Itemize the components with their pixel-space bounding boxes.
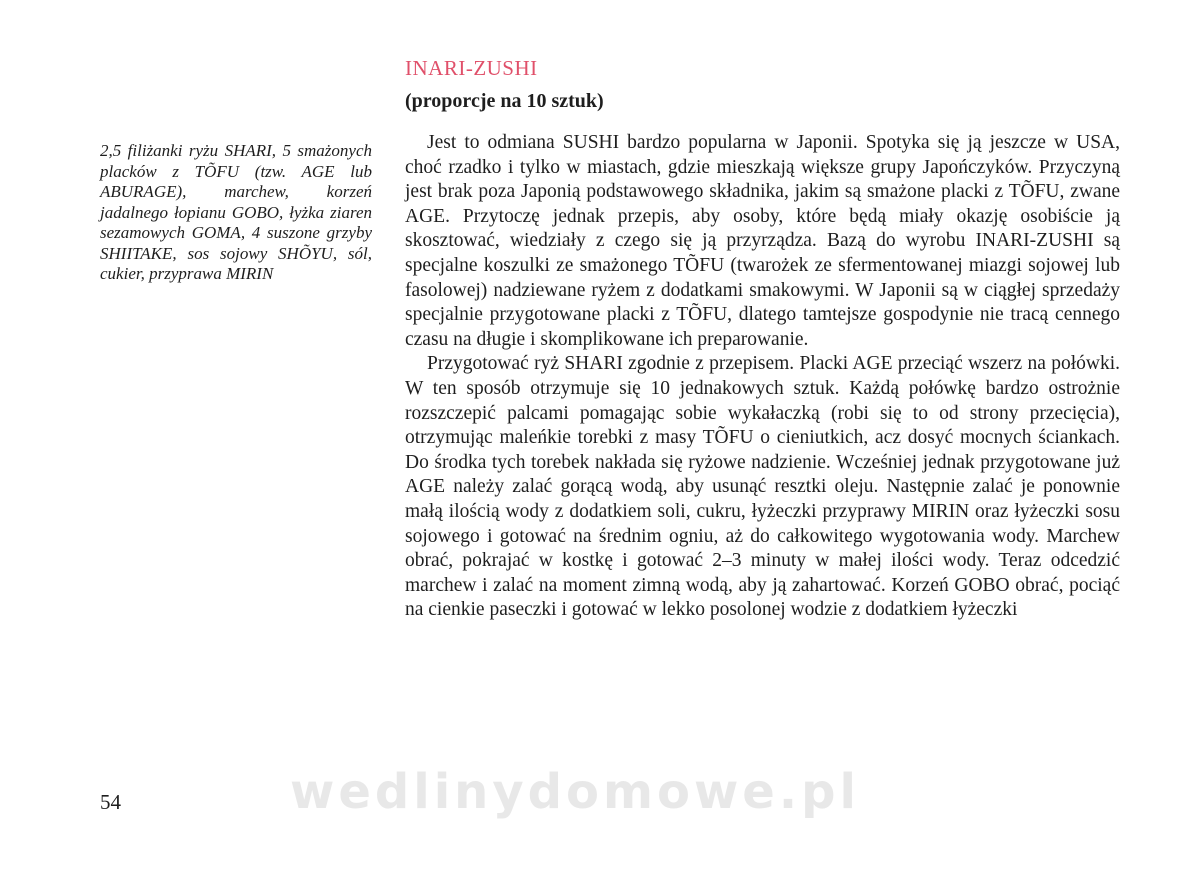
paragraph: Przygotować ryż SHARI zgodnie z przepisem. Placki AGE przeciąć wszerz na połówki. W ten sposób otrzymuje się 10 jednakowych sztuk. Każdą połówkę bardzo ostrożnie rozszczepić palcami pomagając sobie wykałaczką (robi się to od strony przecięcia), otrzymując maleńkie torebki z masy TÕFU o cieniutkich, acz dosyć mocnych ściankach. Do środka tych torebek nakłada się ryżowe nadzienie. Wcześniej jednak przygotowane już AGE należy zalać gorącą wodą, aby usunąć resztki oleju. Następnie zalać je ponownie małą ilością wody z dodatkiem soli, cukru, łyżeczki przyprawy MIRIN oraz łyżeczki sosu sojowego i gotować na średnim ogniu, aż do całkowitego wygotowania wody. Marchew obrać, pokrajać w kostkę i gotować 2–3 minuty w małej ilości wody. Teraz odcedzić marchew i zalać na moment zimną wodą, aby ją zahartować. Korzeń GOBO obrać, pociąć na cienkie paseczki i gotować w lekko posolonej wodzie z dodatkiem łyżeczki	[405, 353, 1120, 621]
paragraph: Jest to odmiana SUSHI bardzo popularna w Japonii. Spotyka się ją jeszcze w USA, choć rzadko i tylko w miastach, gdzie mieszkają większe grupy Japończyków. Przyczyną jest brak poza Japonią podstawowego składnika, jakim są smażone placki z TÕFU, zwane AGE. Przytoczę jednak przepis, aby osoby, które będą miały okazję osobiście ją skosztować, wiedziały z czego się ją przyrządza. Bazą do wyrobu INARI-ZUSHI są specjalne koszulki ze smażonego TÕFU (twarożek ze sfermentowanej miazgi sojowej lub fasolowej) nadziewane ryżem z dodatkami smakowymi. W Japonii są w ciągłej sprzedaży specjalnie przygotowane placki z TÕFU, dlatego tamtejsze gospodynie nie tracą cennego czasu na długie i skomplikowane ich preparowanie.	[405, 132, 1120, 350]
recipe-title: INARI-ZUSHI	[405, 56, 538, 80]
watermark: wedlinydomowe.pl	[290, 764, 860, 820]
recipe-body	[405, 131, 1120, 623]
ingredients-list: 2,5 filiżanki ryżu SHARI, 5 smażonych placków z TÕFU (tzw. AGE lub ABURAGE), marchew, korzeń jadalnego łopianu GOBO, łyżka ziaren sezamowych GOMA, 4 suszone grzyby SHIITAKE, sos sojowy SHÕYU, sól, cukier, przyprawa MIRIN	[100, 141, 372, 283]
recipe-subtitle: (proporcje na 10 sztuk)	[405, 90, 604, 112]
page-number: 54	[100, 790, 121, 814]
